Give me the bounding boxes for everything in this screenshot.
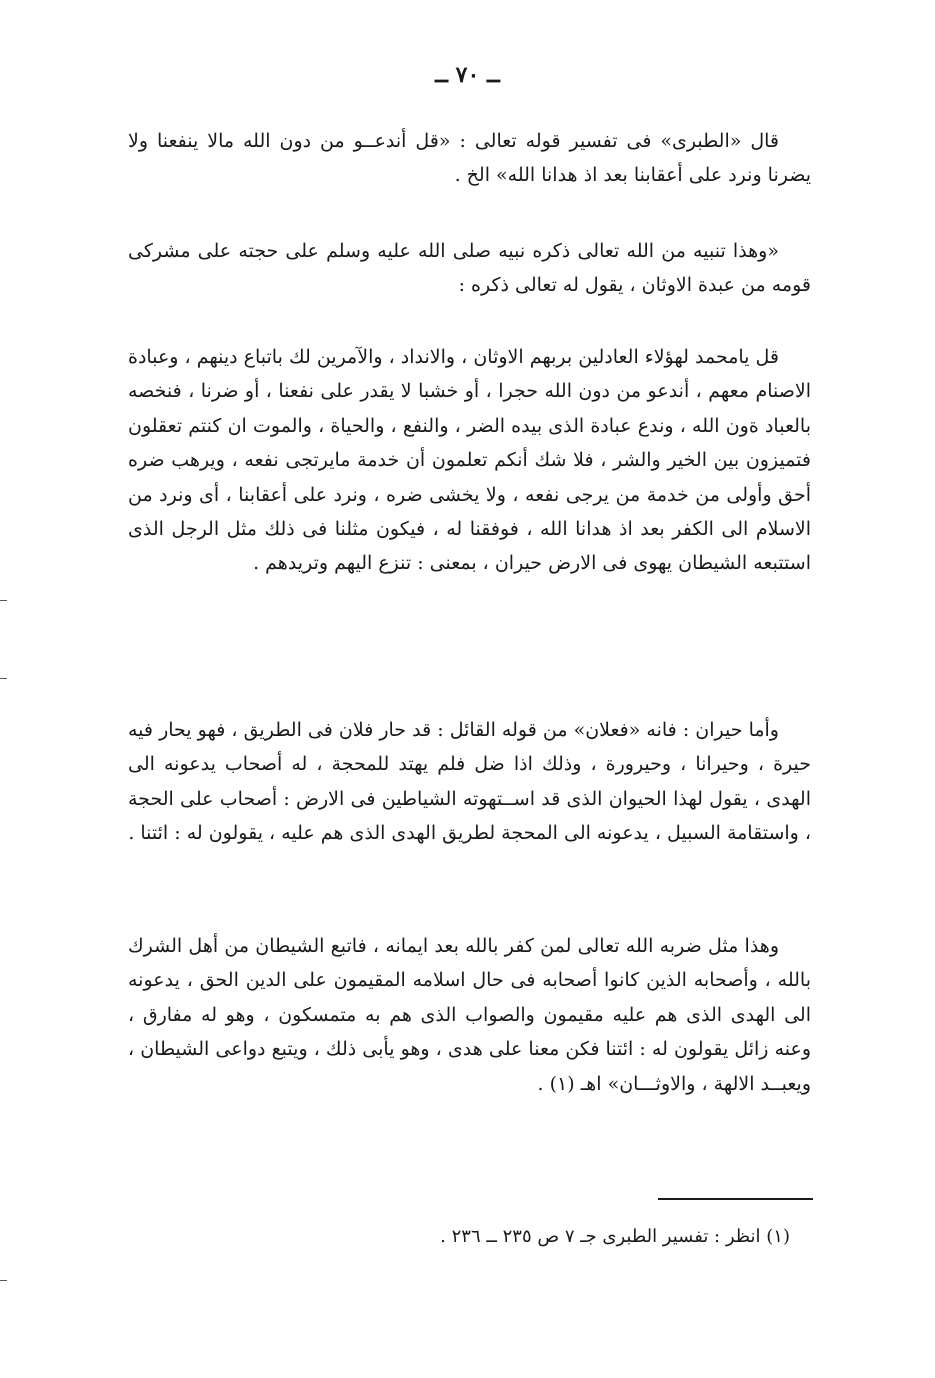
paragraph-explanation bbox=[128, 340, 811, 581]
paragraph-text: قال «الطبرى» فى تفسير قوله تعالى : «قل أندعــو من دون الله مالا ينفعنا ولا يضرنا ونرد على أعقابنا بعد اذ هدانا الله» الخ . bbox=[128, 130, 811, 187]
paragraph-parable bbox=[128, 929, 811, 1101]
footnote: (١) انظر : تفسير الطبرى جـ ٧ ص ٢٣٥ ــ ٢٣٦ . bbox=[440, 1226, 790, 1247]
paragraph-text: قل يامحمد لهؤلاء العادلين بربهم الاوثان ، والانداد ، والآمرين لك باتباع دينهم ، وعبادة الاصنام معهم ، أندعو من دون الله حجرا ، أو خشبا لا يقدر على نفعنا ، أو ضرنا ، فنخصه بالعباد ةون الله ، وندع عبادة الذى بيده الضر ، والنفع ، والحياة ، والموت ان كنتم تعقلون فتميزون بين الخير والشر ، فلا شك أنكم تعلمون أن خدمة مايرتجى نفعه ، ويرهب ضره أحق وأولى من خدمة من يرجى نفعه ، ولا يخشى ضره ، ونرد على أعقابنا ، أى ونرد من الاسلام الى الكفر بعد اذ هدانا الله ، فوفقنا له ، فيكون مثلنا فى ذلك مثل الرجل الذى استتبعه الشيطان يهوى فى الارض حيران ، بمعنى : تنزع اليهم وتريدهم . bbox=[128, 346, 811, 575]
paragraph-text: «وهذا تنبيه من الله تعالى ذكره نبيه صلى الله عليه وسلم على حجته على مشركى قومه من عبدة الاوثان ، يقول له تعالى ذكره : bbox=[128, 240, 811, 297]
scan-margin-mark bbox=[0, 678, 7, 679]
paragraph-text: وهذا مثل ضربه الله تعالى لمن كفر بالله بعد ايمانه ، فاتبع الشيطان من أهل الشرك بالله ، وأصحابه الذين كانوا أصحابه فى حال اسلامه المقيمون على الدين الحق ، يدعونه الى الهدى الذى هم عليه مقيمون والصواب الذى هم به متمسكون ، وهو له مفارق ، وعنه زائل يقولون له : ائتنا فكن معنا على هدى ، وهو يأبى ذلك ، ويتبع دواعى الشيطان ، ويعبــد الالهة ، والاوثـــان» اهـ (١) . bbox=[128, 935, 811, 1095]
paragraph-text: وأما حيران : فانه «فعلان» من قوله القائل : قد حار فلان فى الطريق ، فهو يحار فيه حيرة ، وحيرانا ، وحيرورة ، وذلك اذا ضل فلم يهتد للمحجة ، له أصحاب يدعونه الى الهدى ، يقول لهذا الحيوان الذى قد اســتهوته الشياطين فى الارض : أصحاب على الحجة ، واستقامة السبيل ، يدعونه الى المحجة لطريق الهدى الذى هم عليه ، يقولون له : ائتنا . bbox=[128, 719, 811, 845]
footnote-divider bbox=[658, 1198, 813, 1200]
page-number: ــ ٧٠ ــ bbox=[435, 62, 500, 88]
scan-margin-mark bbox=[0, 1280, 7, 1281]
paragraph-tabari-quote bbox=[128, 124, 811, 193]
paragraph-warning bbox=[128, 234, 811, 303]
scan-margin-mark bbox=[0, 600, 7, 601]
paragraph-hayran bbox=[128, 713, 811, 851]
